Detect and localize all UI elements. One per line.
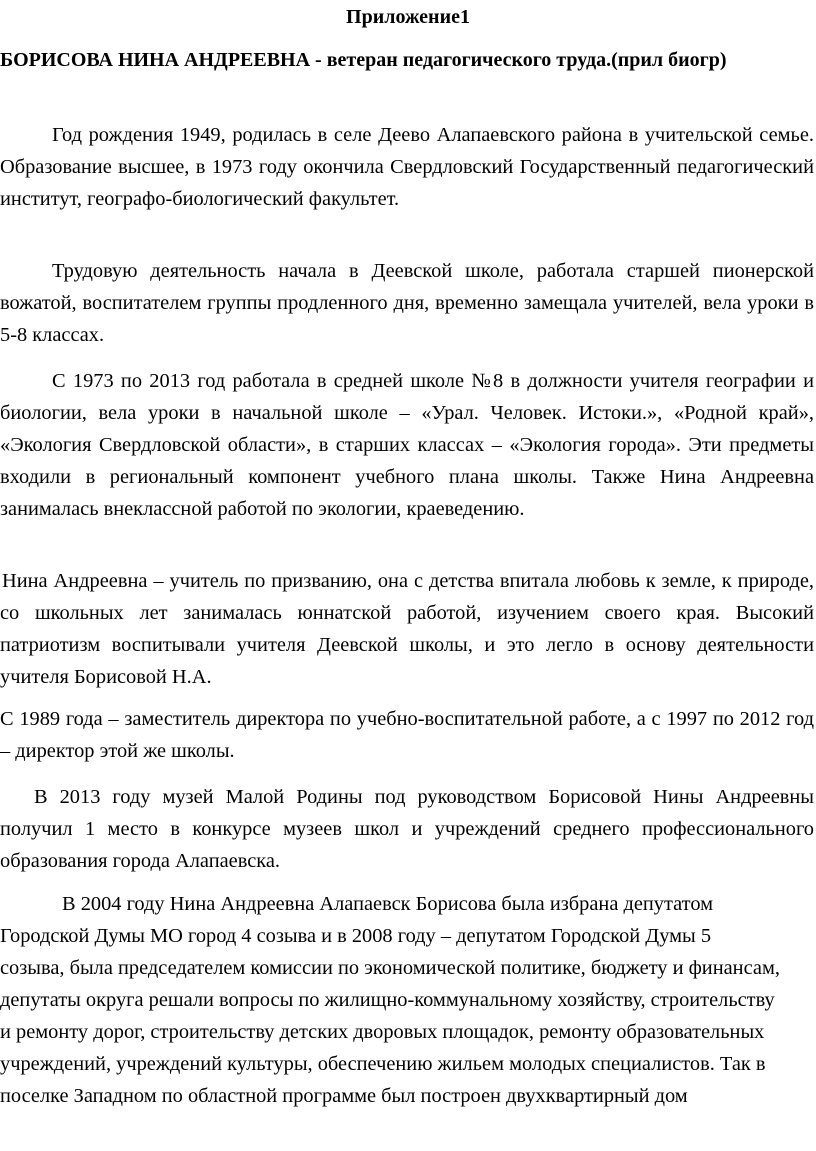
paragraph-early-career: Трудовую деятельность начала в Деевской школе, работала старшей пионерской вожатой, воспитателем группы продленного дня, временно замещала учителей, вела уроки в 5-8 классах. [0, 260, 814, 346]
paragraph-vocation: Нина Андреевна – учитель по призванию, она с детства впитала любовь к земле, к природе, со школьных лет занималась юннатской работой, изучением своего края. Высокий патриотизм воспитывали учителя Деевской школы, и это легло в основу деятельности учителя Борисовой Н.А. [0, 570, 814, 688]
paragraph-museum-award: В 2013 году музей Малой Родины под руководством Борисовой Нины Андреевны получил 1 место в конкурсе музеев школ и учреждений среднего профессионального образования города Алапаевска. [0, 786, 814, 872]
document-heading: БОРИСОВА НИНА АНДРЕЕВНА - ветеран педагогического труда.(прил биогр) [0, 49, 727, 71]
paragraph-birth-education: Год рождения 1949, родилась в селе Деево Алапаевского района в учительской семье. Образование высшее, в 1973 году окончила Свердловский Государственный педагогический институт, географо-биологический факультет. [0, 124, 814, 210]
appendix-label: Приложение1 [346, 6, 470, 28]
paragraph-director: С 1989 года – заместитель директора по учебно-воспитательной работе, а с 1997 по 2012 год – директор этой же школы. [0, 708, 814, 762]
paragraph-deputy: В 2004 году Нина Андреевна Алапаевск Борисова была избрана депутатом Городской Думы МО город 4 созыва и в 2008 году – депутатом Городской Думы 5 созыва, была председателем комиссии по экономической политике, бюджету и финансам, депутаты округа решали вопросы по жилищно-коммунальному хозяйству, строительству и ремонту дорог, строительству детских дворовых площадок, ремонту образовательных учреждений, учреждений культуры, обеспечению жильем молодых специалистов. Так в поселке Западном по областной программе был построен двухквартирный дом [0, 893, 780, 1107]
paragraph-school-8-teacher: С 1973 по 2013 год работала в средней школе №8 в должности учителя географии и биологии, вела уроки в начальной школе – «Урал. Человек. Истоки.», «Родной край», «Экология Свердловской области», в старших классах – «Экология города». Эти предметы входили в региональный компонент учебного плана школы. Также Нина Андреевна занималась внеклассной работой по экологии, краеведению. [0, 370, 814, 520]
